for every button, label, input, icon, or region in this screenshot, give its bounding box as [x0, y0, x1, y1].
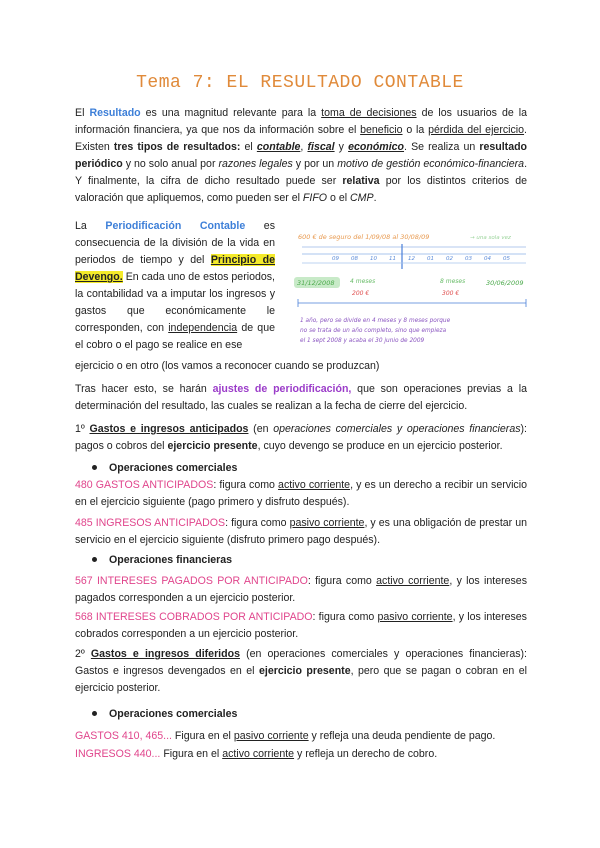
text: por los distintos criterios de valoración que apliquemos, como pueden ser el — [75, 175, 527, 204]
bullet-operaciones-comerciales-2 — [92, 708, 237, 720]
term-beneficio: beneficio — [360, 124, 403, 136]
text: es una magnitud relevante para la — [140, 107, 322, 119]
account-480 — [75, 477, 527, 511]
text: , pero que se pagan o cobran en el ejercicio posterior. — [75, 665, 528, 694]
page-title: Tema 7: EL RESULTADO CONTABLE — [136, 73, 464, 93]
term-contable: contable — [256, 141, 301, 153]
periodificacion-paragraph — [75, 218, 275, 354]
text: o el — [327, 192, 351, 204]
text: de los usuarios de la información financiera, ya que nos da información sobre el — [75, 107, 527, 136]
section-anticipados — [75, 421, 527, 455]
text: de que el cobro o el pago se realice en ese — [75, 322, 275, 351]
text: 1º — [75, 423, 90, 435]
text: (en operaciones comerciales y operaciones financieras): Gastos e ingresos devengados en el — [75, 648, 527, 677]
term-perdida: pérdida del ejercicio — [428, 124, 525, 136]
text: , y es un derecho a recibir un servicio en el ejercicio siguiente (pago primero y disfruto después). — [75, 479, 527, 508]
term-fifo: FIFO — [302, 192, 328, 204]
account-code: GASTOS 410, 465... — [75, 730, 172, 742]
text: , — [300, 141, 308, 153]
sketch-left-date: 31/12/2008 — [297, 279, 335, 287]
text: y refleja una deuda pendiente de pago. — [308, 730, 496, 742]
section-anticipados-title: Gastos e ingresos anticipados — [89, 423, 249, 435]
term-ejercicio-presente: ejercicio presente — [258, 665, 351, 677]
periodificacion-continuation: ejercicio o en otro (los vamos a reconocer cuando se produzcan) — [75, 360, 380, 372]
text: : figura como — [312, 611, 378, 623]
text: pasivo corriente — [233, 730, 309, 742]
term-resultado: Resultado — [89, 107, 141, 119]
text: y — [334, 141, 349, 153]
sketch-bottom-2: no se trata de un año completo, sino que empieza — [300, 328, 447, 334]
text: activo corriente — [278, 479, 351, 491]
sketch-month-label: 05 — [503, 256, 510, 262]
sketch-month-label: 10 — [370, 256, 377, 262]
text: El — [75, 107, 90, 119]
term-principio-devengo: Principio de Devengo. — [75, 254, 275, 283]
text: que son operaciones previas a la determinación del resultado, las cuales se realizan a la fecha de cierre del ejercicio. — [75, 383, 527, 412]
section-diferidos-title: Gastos e ingresos diferidos — [90, 648, 240, 660]
sketch-month-label: 04 — [484, 256, 491, 262]
text: Figura en el — [160, 748, 223, 760]
text: pasivo corriente — [377, 611, 453, 623]
text: activo corriente — [376, 575, 450, 587]
sketch-month-label: 11 — [389, 256, 396, 262]
text: : figura como — [307, 575, 377, 587]
account-567 — [75, 573, 527, 607]
intro-paragraph — [75, 105, 527, 207]
sketch-label-left: 4 meses — [350, 278, 376, 285]
text: : figura como — [225, 517, 290, 529]
sketch-top-note: 600 € de seguro del 1/09/08 al 30/08/09 — [298, 233, 430, 241]
account-code: 485 INGRESOS ANTICIPADOS — [75, 517, 226, 529]
text: En cada uno de estos periodos, la contabilidad va a imputar los ingresos y gastos que económicamente le corresponden, con — [75, 271, 275, 334]
sketch-month-label: 09 — [332, 256, 339, 262]
text: el — [240, 141, 257, 153]
text: o la — [402, 124, 429, 136]
account-568 — [75, 609, 527, 643]
bullet-label: Operaciones comerciales — [109, 462, 238, 474]
sketch-label-right: 8 meses — [440, 278, 466, 285]
sketch-bottom-3: el 1 sept 2008 y acaba el 30 junio de 2009 — [300, 338, 425, 344]
term-cmp: CMP — [350, 192, 374, 204]
account-code: 480 GASTOS ANTICIPADOS — [75, 479, 214, 491]
text: ): pagos o cobros del — [75, 423, 527, 452]
sketch-bottom-1: 1 año, pero se divide en 4 meses y 8 meses porque — [300, 318, 451, 324]
ingresos-diferidos — [75, 746, 527, 763]
text: . — [373, 192, 377, 204]
text: : figura como — [213, 479, 279, 491]
text: Tras hacer esto, se harán — [75, 383, 213, 395]
term-ajustes: ajustes de periodificación, — [212, 383, 352, 395]
text: y refleja un derecho de cobro. — [294, 748, 438, 760]
text: 2º — [75, 648, 91, 660]
term-razones: razones legales — [218, 158, 293, 170]
text: La — [75, 220, 106, 232]
sketch-month-label: 01 — [427, 256, 434, 262]
bullet-operaciones-comerciales — [92, 462, 237, 474]
text: , y es una obligación de prestar un servicio en el ejercicio siguiente (disfruto primero pago después). — [75, 517, 527, 546]
term-fiscal: fiscal — [307, 141, 335, 153]
bullet-label: Operaciones financieras — [109, 554, 233, 566]
sketch-months — [332, 256, 510, 262]
sketch-arrow-note: → una sola vez — [470, 235, 511, 241]
text: operaciones comerciales y operaciones financieras — [273, 423, 521, 435]
bullet-operaciones-financieras — [92, 554, 232, 566]
text: . Existen — [75, 124, 527, 153]
account-code: 568 INTERESES COBRADOS POR ANTICIPADO — [75, 611, 313, 623]
sketch-month-label: 12 — [408, 256, 415, 262]
section-diferidos — [75, 646, 527, 697]
term-tres-tipos: tres tipos de resultados: — [113, 141, 241, 153]
text: , y los intereses cobrados corresponden a un ejercicio posterior. — [75, 611, 527, 640]
term-independencia: independencia — [168, 322, 238, 334]
sketch-amount-right: 300 € — [442, 290, 460, 297]
bullet-dot — [92, 557, 97, 562]
term-toma-decisiones: toma de decisiones — [321, 107, 417, 119]
devengo-timeline-sketch — [290, 225, 530, 353]
text: (en — [248, 423, 274, 435]
text: es consecuencia de la división de la vida en periodos de tiempo y del — [75, 220, 275, 266]
term-motivo: motivo de gestión económico-financiera — [337, 158, 525, 170]
term-relativa: relativa — [342, 175, 380, 187]
gastos-diferidos — [75, 728, 527, 745]
text: , cuyo devengo se produce en un ejercicio posterior. — [257, 440, 503, 452]
term-periodificacion: Periodificación Contable — [105, 220, 246, 232]
bullet-label: Operaciones comerciales — [109, 708, 238, 720]
text: . Se realiza un — [404, 141, 480, 153]
sketch-month-label: 03 — [465, 256, 472, 262]
sketch-month-label: 08 — [351, 256, 358, 262]
ajustes-paragraph — [75, 381, 527, 415]
account-code: 567 INTERESES PAGADOS POR ANTICIPADO — [75, 575, 308, 587]
text: activo corriente — [222, 748, 295, 760]
sketch-amount-left: 200 € — [352, 290, 370, 297]
account-485 — [75, 515, 527, 549]
bullet-dot — [92, 711, 97, 716]
text: Figura en el — [171, 730, 234, 742]
sketch-right-date: 30/06/2009 — [486, 279, 524, 287]
term-ejercicio-presente: ejercicio presente — [167, 440, 258, 452]
term-economico: económico — [348, 141, 405, 153]
text: pasivo corriente — [289, 517, 365, 529]
text: . Y finalmente, la cifra de dicho resultado puede ser — [75, 158, 528, 187]
text: y por un — [292, 158, 338, 170]
text: , y los intereses pagados corresponden a un ejercicio posterior. — [75, 575, 527, 604]
term-periodico: resultado periódico — [75, 141, 528, 170]
account-code: INGRESOS 440... — [75, 748, 161, 760]
bullet-dot — [92, 465, 97, 470]
text: y no solo anual por — [122, 158, 219, 170]
sketch-month-label: 02 — [446, 256, 453, 262]
